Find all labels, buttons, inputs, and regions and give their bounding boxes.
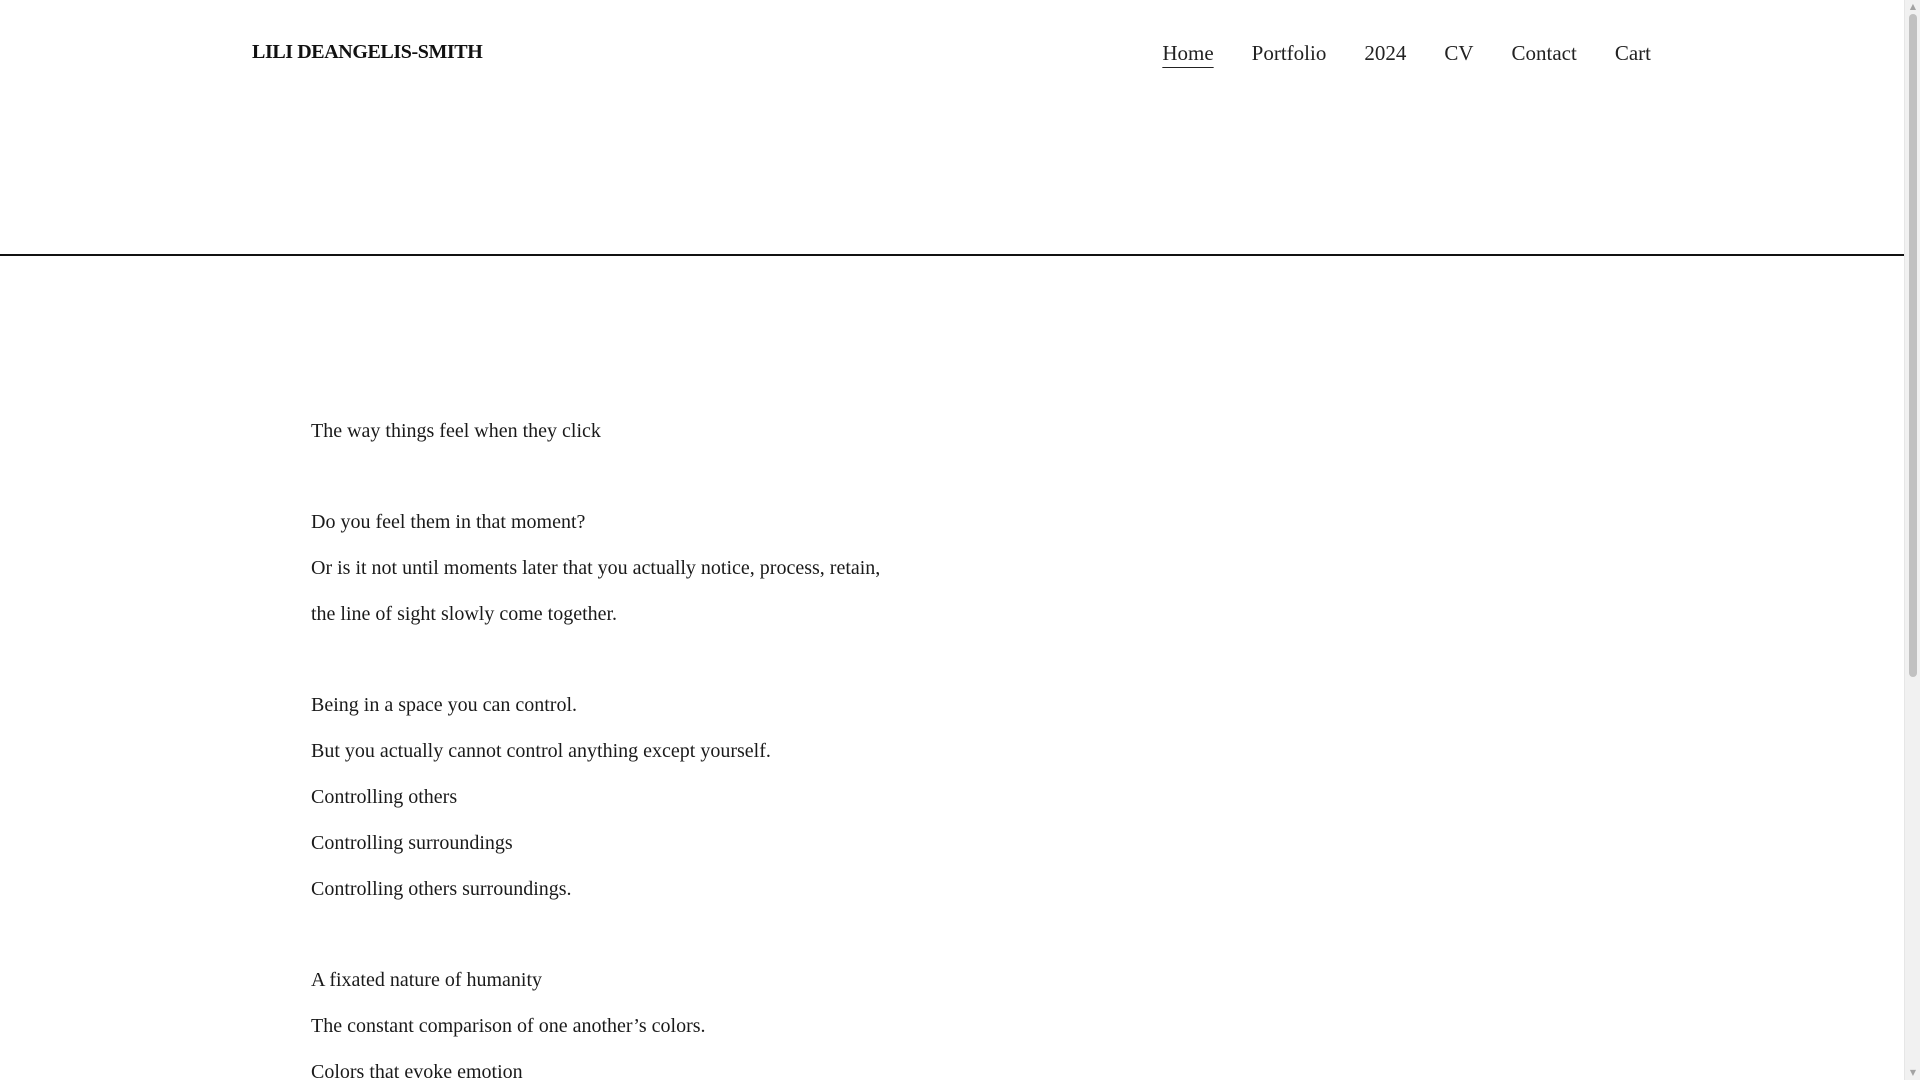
poem-line: Or is it not until moments later that you actually notice, process, retain, <box>311 557 881 579</box>
nav-2024[interactable]: 2024 <box>1364 41 1407 65</box>
poem-stanza <box>311 957 1071 1080</box>
stanza-spacer <box>311 912 1071 957</box>
poem-line: The way things feel when they click <box>311 420 601 442</box>
nav-cart[interactable]: Cart <box>1614 41 1651 65</box>
poem-line: Being in a space you can control. <box>311 694 578 716</box>
nav-home[interactable]: Home <box>1162 41 1214 65</box>
poem-line: The constant comparison of one another’s colors. <box>311 1015 706 1037</box>
scroll-down-arrow-icon[interactable]: ▼ <box>1909 1068 1917 1077</box>
page-scrollbar[interactable] <box>1904 0 1920 1080</box>
poem-line: the line of sight slowly come together. <box>311 603 618 625</box>
header-divider <box>0 254 1904 256</box>
main-nav <box>1162 40 1651 66</box>
poem-stanza <box>311 682 1071 912</box>
poem-line: A fixated nature of humanity <box>311 969 543 991</box>
poem-line: Controlling others surroundings. <box>311 878 572 900</box>
poem-stanza <box>311 499 1071 637</box>
scroll-up-arrow-icon[interactable]: ▲ <box>1909 2 1917 11</box>
nav-cv[interactable]: CV <box>1444 41 1474 65</box>
poem-line: Controlling surroundings <box>311 832 513 854</box>
poem-line: Controlling others <box>311 786 458 808</box>
stanza-spacer <box>311 454 1071 499</box>
poem-line: But you actually cannot control anything except yourself. <box>311 740 771 762</box>
poem-stanza <box>311 408 1071 454</box>
nav-contact[interactable]: Contact <box>1511 41 1577 65</box>
poem-content <box>311 408 1071 1080</box>
stanza-spacer <box>311 637 1071 682</box>
poem-line: Colors that evoke emotion <box>311 1061 523 1080</box>
site-title[interactable]: LILI DEANGELIS-SMITH <box>252 41 483 63</box>
poem-line: Do you feel them in that moment? <box>311 511 586 533</box>
nav-portfolio[interactable]: Portfolio <box>1251 41 1327 65</box>
site-header <box>0 0 1904 254</box>
scrollbar-thumb[interactable] <box>1909 14 1917 677</box>
